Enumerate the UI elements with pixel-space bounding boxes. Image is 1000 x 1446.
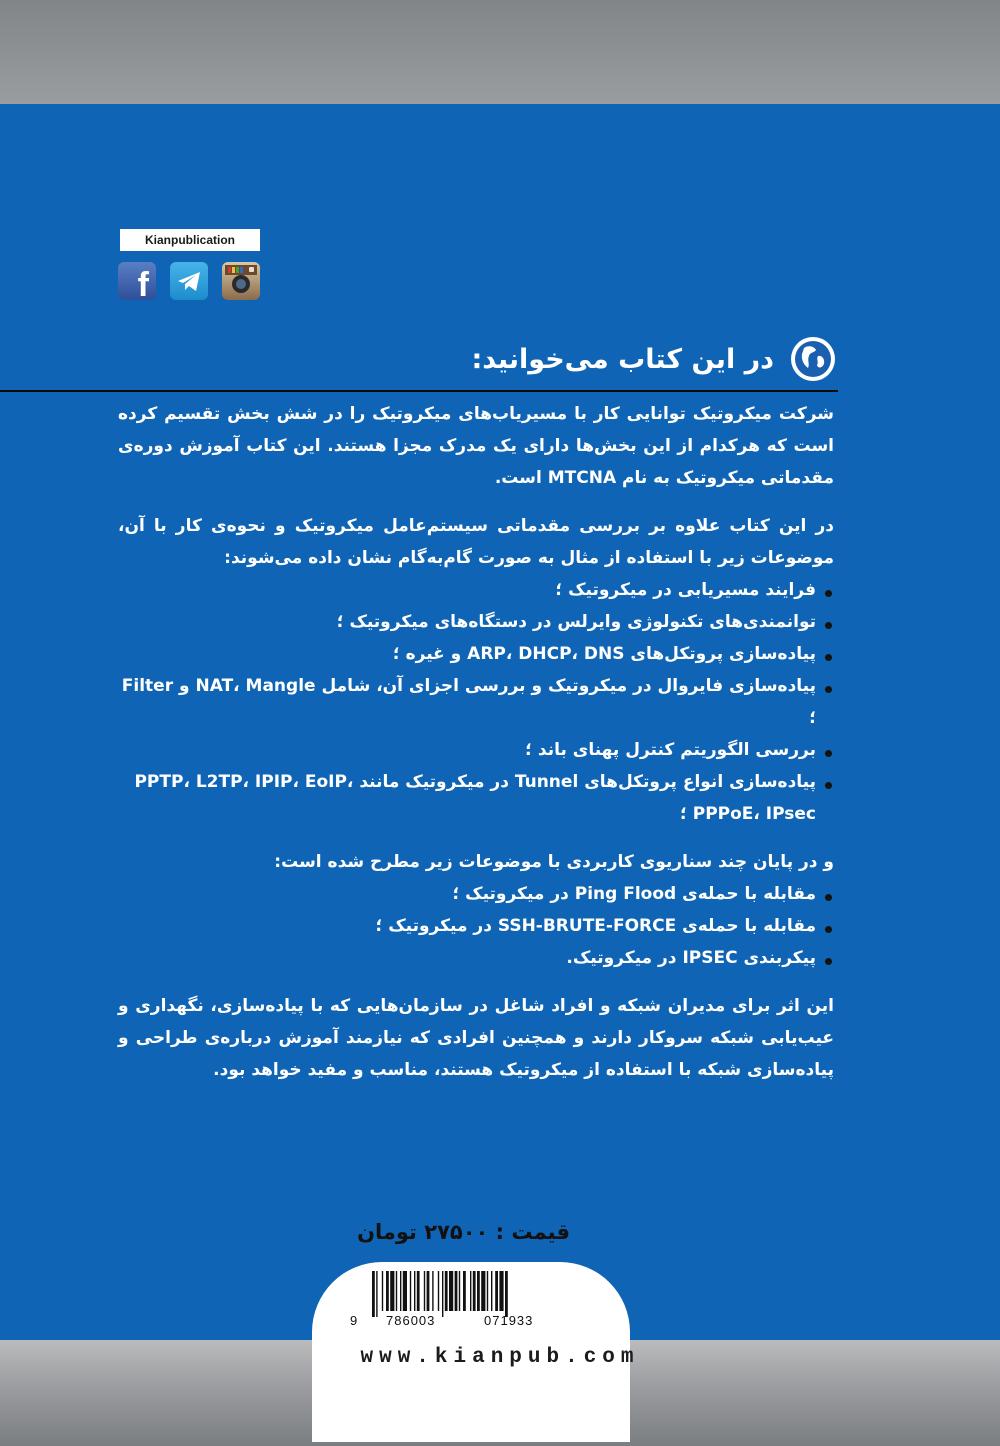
section-heading	[116, 336, 838, 388]
topic-item: پیاده‌سازی انواع پروتکل‌های Tunnel در میکروتیک مانند PPTP، L2TP، IPIP، EoIP، PPPoE، IPsec ؛	[118, 766, 834, 830]
barcode-bar	[505, 1271, 508, 1317]
barcode-digits-right: 071933	[484, 1313, 534, 1328]
barcode-bar	[417, 1271, 420, 1311]
topic-item: توانمندی‌های تکنولوژی وایرلس در دستگاه‌های میکروتیک ؛	[118, 606, 834, 638]
description-body	[118, 398, 834, 1086]
barcode-bar	[403, 1271, 407, 1311]
barcode-bar	[396, 1271, 397, 1311]
barcode-bar	[499, 1271, 503, 1311]
scenario-item: مقابله با حمله‌ی SSH-BRUTE-FORCE در میکروتیک ؛	[118, 910, 834, 942]
isbn-barcode	[370, 1271, 570, 1317]
telegram-icon[interactable]	[170, 262, 208, 300]
barcode-bar	[481, 1271, 485, 1311]
scenario-item: پیکربندی IPSEC در میکروتیک.	[118, 942, 834, 974]
barcode-digit-lead: 9	[350, 1313, 359, 1328]
intro-paragraph-1: شرکت میکروتیک توانایی کار با مسیریاب‌های میکروتیک را در شش بخش تقسیم کرده است که هرکدام از این بخش‌ها دارای یک مدرک مجزا هستند. این کتاب آموزش دوره‌ی مقدماتی میکروتیک به نام MTCNA است.	[118, 404, 834, 488]
publisher-label: Kianpublication	[120, 229, 260, 251]
topic-item: فرایند مسیریابی در میکروتیک ؛	[118, 574, 834, 606]
barcode-bar	[445, 1271, 448, 1311]
barcode-digits-left: 786003	[386, 1313, 436, 1328]
closing-paragraph: این اثر برای مدیران شبکه و افراد شاغل در سازمان‌هایی که با پیاده‌سازی، نگهداری و عیب‌یابی شبکه سروکار دارند و همچنین افرادی که نیازمند آموزش درباره‌ی طراحی و پیاده‌سازی شبکه با استفاده از میکروتیک هستند، مناسب و مفید خواهد بود.	[118, 996, 834, 1080]
scenarios-intro: و در پایان چند سناریوی کاربردی با موضوعات زیر مطرح شده است:	[274, 852, 834, 872]
instagram-icon[interactable]	[222, 262, 260, 300]
barcode-bar	[414, 1271, 415, 1311]
barcode-bar	[410, 1271, 411, 1311]
barcode-bar	[491, 1271, 492, 1311]
barcode-bar	[459, 1271, 460, 1311]
scenario-item: مقابله با حمله‌ی Ping Flood در میکروتیک ؛	[118, 878, 834, 910]
topics-list	[118, 574, 834, 830]
facebook-icon[interactable]	[118, 262, 156, 304]
barcode-bar	[442, 1271, 443, 1317]
barcode-bar	[477, 1271, 480, 1311]
price-label: قیمت : ۲۷۵۰۰ تومان	[357, 1220, 570, 1244]
barcode-bar	[463, 1271, 466, 1311]
barcode-bar	[473, 1271, 476, 1311]
facebook-glyph: f	[137, 266, 149, 304]
heading-divider	[0, 390, 838, 392]
barcode-bar	[427, 1271, 430, 1311]
barcode-bar	[449, 1271, 453, 1311]
telegram-plane-icon	[170, 262, 208, 300]
barcode-bar	[400, 1271, 401, 1311]
barcode-bar	[487, 1271, 488, 1311]
top-gray-band	[0, 0, 1000, 104]
barcode-bar	[390, 1271, 394, 1311]
scenarios-list	[118, 878, 834, 974]
topic-item: بررسی الگوریتم کنترل پهنای باند ؛	[118, 734, 834, 766]
barcode-bar	[424, 1271, 425, 1311]
barcode-bar	[495, 1271, 498, 1311]
instagram-camera-icon	[222, 262, 260, 300]
barcode-bar	[455, 1271, 458, 1311]
barcode-bar	[386, 1271, 389, 1311]
barcode-bar	[432, 1271, 433, 1311]
heading-title: در این کتاب می‌خوانید:	[471, 344, 774, 375]
barcode-bar	[470, 1271, 471, 1311]
globe-icon	[790, 336, 836, 382]
barcode-bar	[376, 1271, 377, 1317]
barcode-bar	[438, 1271, 439, 1311]
website-url[interactable]: www.kianpub.com	[360, 1346, 640, 1369]
barcode-bar	[372, 1271, 375, 1317]
intro-paragraph-2: در این کتاب علاوه بر بررسی مقدماتی سیستم‌عامل میکروتیک و نحوه‌ی کار با آن، موضوعات زیر با استفاده از مثال به صورت گام‌به‌گام نشان داده می‌شوند:	[118, 516, 834, 568]
topic-item: پیاده‌سازی پروتکل‌های ARP، DHCP، DNS و غیره ؛	[118, 638, 834, 670]
topic-item: پیاده‌سازی فایروال در میکروتیک و بررسی اجزای آن، شامل NAT، Mangle و Filter ؛	[118, 670, 834, 734]
barcode-bar	[382, 1271, 383, 1311]
